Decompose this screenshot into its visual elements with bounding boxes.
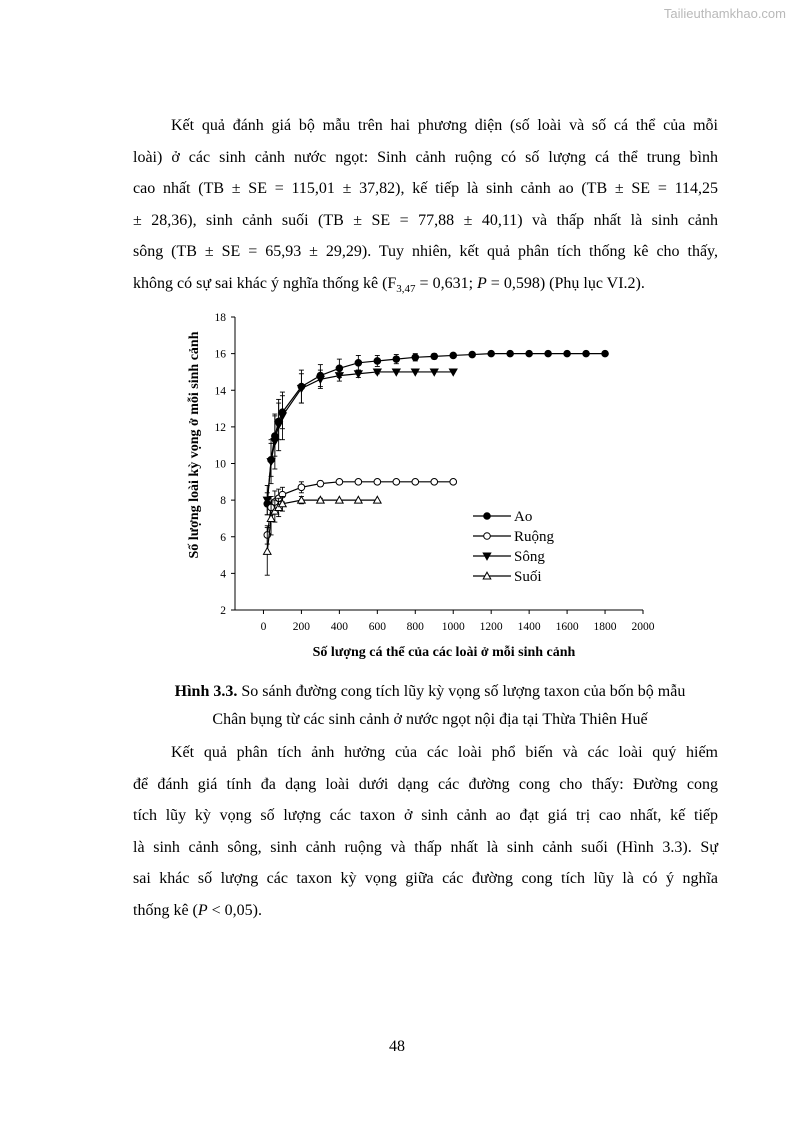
text-line: tích lũy kỳ vọng số lượng các taxon ở sinh cảnh ao đạt giá trị cao nhất, kế tiếp <box>133 807 718 824</box>
text-line: cao nhất (TB ± SE = 115,01 ± 37,82), kế tiếp là sinh cảnh ao (TB ± SE = 114,25 <box>133 180 718 197</box>
legend-label: Sông <box>514 549 545 565</box>
x-tick-label: 1200 <box>479 621 503 633</box>
data-point <box>263 548 271 555</box>
caption-line-2: Chân bụng từ các sinh cảnh ở nước ngọt nội địa tại Thừa Thiên Huế <box>212 711 648 728</box>
x-tick-label: 2000 <box>631 621 655 633</box>
y-tick-label: 2 <box>220 605 226 617</box>
data-point <box>469 351 476 358</box>
data-point <box>526 350 533 357</box>
series-3 <box>263 369 457 515</box>
text-run: không có sự sai khác ý nghĩa thống kê (F <box>133 274 397 292</box>
series-4 <box>263 496 381 575</box>
x-axis-label: Số lượng cá thể của các loài ở mỗi sinh cảnh <box>312 645 576 660</box>
x-tick-label: 1400 <box>517 621 541 633</box>
text-line: sông (TB ± SE = 65,93 ± 29,29). Tuy nhiên, kết quả phân tích thống kê cho thấy, <box>133 243 718 260</box>
data-point <box>374 358 381 365</box>
legend-label: Ao <box>514 509 533 525</box>
text-line <box>133 268 718 306</box>
p-symbol: P <box>477 274 487 292</box>
text-run: = 0,598) (Phụ lục VI.2). <box>486 274 645 292</box>
f-subscript: 3,47 <box>396 282 416 295</box>
y-tick-label: 8 <box>220 495 226 508</box>
y-tick-label: 14 <box>214 385 226 398</box>
text-line: để đánh giá tính đa dạng loài dưới dạng các đường cong cho thấy: Đường cong <box>133 775 718 793</box>
y-tick-label: 4 <box>220 568 226 581</box>
x-tick-label: 1000 <box>441 621 465 633</box>
data-point <box>271 439 279 446</box>
data-point <box>393 356 400 363</box>
page-number: 48 <box>389 1038 405 1055</box>
figure-caption <box>100 678 760 734</box>
x-tick-label: 1800 <box>593 621 617 633</box>
data-point <box>267 515 275 522</box>
x-tick-label: 1600 <box>555 621 579 633</box>
y-tick-label: 18 <box>214 312 226 324</box>
caption-line-1: So sánh đường cong tích lũy kỳ vọng số lượng taxon của bốn bộ mẫu <box>237 683 686 700</box>
chart-plot-area <box>263 350 608 575</box>
legend-label: Suối <box>514 569 542 585</box>
data-point <box>431 353 438 360</box>
data-point <box>355 479 362 486</box>
text-line: sai khác số lượng các taxon kỳ vọng giữa các đường cong tích lũy là có ý nghĩa <box>133 870 718 887</box>
y-axis-label: Số lượng loài kỳ vọng ở mỗi sinh cảnh <box>187 331 202 559</box>
text-run: < 0,05). <box>207 901 263 919</box>
data-point <box>488 350 495 357</box>
chart-legend <box>473 509 555 585</box>
data-point <box>564 350 571 357</box>
series-2 <box>264 479 457 545</box>
p-symbol: P <box>197 901 208 919</box>
x-tick-label: 200 <box>292 621 311 633</box>
legend-marker <box>484 513 491 520</box>
x-tick-label: 600 <box>368 621 386 633</box>
text-line: là sinh cảnh sông, sinh cảnh ruộng và thấp nhất là sinh cảnh suối (Hình 3.3). Sự <box>133 838 718 856</box>
data-point <box>450 352 457 359</box>
text-line: Kết quả phân tích ảnh hưởng của các loài phổ biến và các loài quý hiếm <box>171 744 718 761</box>
series-line <box>267 500 377 551</box>
text-line: ± 28,36), sinh cảnh suối (TB ± SE = 77,88 ± 40,11) và thấp nhất là sinh cảnh <box>133 211 718 229</box>
series-1 <box>264 350 608 514</box>
legend-marker <box>484 533 491 540</box>
y-tick-label: 10 <box>214 458 226 471</box>
data-point <box>275 422 283 429</box>
data-point <box>507 350 514 357</box>
text-line: Kết quả đánh giá bộ mẫu trên hai phương diện (số loài và số cá thể của mỗi <box>171 117 718 134</box>
text-run: = 0,631; <box>415 274 478 292</box>
text-run: thống kê ( <box>133 901 198 919</box>
data-point <box>355 359 362 366</box>
data-point <box>412 354 419 361</box>
data-point <box>583 350 590 357</box>
data-point <box>298 484 305 491</box>
data-point <box>374 479 381 486</box>
data-point <box>317 480 324 487</box>
y-tick-label: 12 <box>214 421 226 434</box>
data-point <box>431 479 438 486</box>
watermark: Tailieuthamkhao.com <box>663 6 786 21</box>
x-tick-label: 0 <box>260 621 267 633</box>
legend-label: Ruộng <box>514 529 555 545</box>
paragraph-2 <box>133 737 718 926</box>
series-line <box>267 482 453 535</box>
accumulation-curve-chart <box>180 305 660 670</box>
data-point <box>317 376 325 383</box>
y-tick-label: 16 <box>214 348 226 361</box>
data-point <box>545 350 552 357</box>
paragraph-1 <box>133 110 718 305</box>
data-point <box>450 479 457 486</box>
data-point <box>336 479 343 486</box>
text-line: loài) ở các sinh cảnh nước ngọt: Sinh cảnh ruộng có số lượng cá thể trung bình <box>133 148 718 166</box>
data-point <box>602 350 609 357</box>
text-line <box>133 895 718 927</box>
data-point <box>412 479 419 486</box>
x-tick-label: 400 <box>330 621 348 633</box>
x-tick-label: 800 <box>406 621 424 633</box>
caption-label: Hình 3.3. <box>174 683 238 700</box>
y-tick-label: 6 <box>220 531 226 544</box>
data-point <box>393 479 400 486</box>
